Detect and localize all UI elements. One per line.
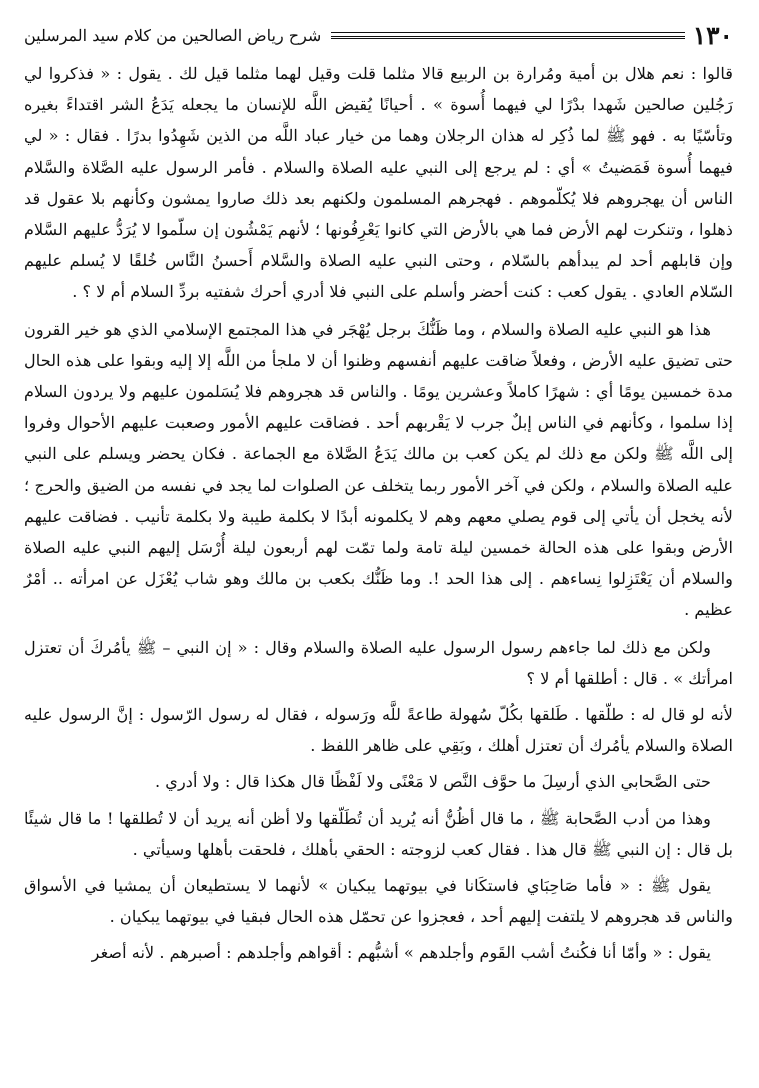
page-body (24, 58, 733, 969)
paragraph: قالوا : نعم هلال بن أمية ومُرارة بن الربيع قالا مثلما قلت وقيل لهما مثلما قيل لك . يقول : « فذكروا لي رَجُلين صالحين شَهدا بدْرًا لي فيهما أُسوة » . أحيانًا يُقيض اللَّه للإنسان ما يجعله يَدَعُ الشر اقتداءً بغيره وتأسّيًا به . فهو ﷺ لما ذُكِر له هذان الرجلان وهما من خيار عباد اللَّه من الذين شَهِدُوا بدرًا . فقال : « لي فيهما أُسوة فَمَضيتُ » أي : لم يرجع إلى النبي عليه الصلاة والسلام . فأمر الرسول عليه الصَّلاة والسَّلام الناس أن يهجروهم فلا يُكلّموهم . فهجرهم المسلمون ولكنهم بعد ذلك صاروا يمشون وكأنهم بلا عقول قد ذهلوا ، وتنكرت لهم الأرض فما هي بالأرض التي كانوا يَعْرِفُونها ؛ لأنهم يَمْشُون إن سلّموا لا يُرَدُّ عليهم السَّلام وإن قابلهم أحد لم يبدأهم بالسّلام ، وحتى النبي عليه الصلاة والسَّلام أَحسنُ النَّاس خُلقًا لا يُسلم عليهم السّلام العادي . يقول كعب : كنت أحضر وأسلم على النبي فلا أدري أحرك شفتيه بردِّ السلام أم لا ؟ . (24, 64, 733, 302)
paragraph: حتى الصَّحابي الذي أرسِلَ ما حوَّف النَّص لا مَعْنًى ولا لَفْظًا قال هكذا قال : ولا أدري . (155, 772, 711, 792)
page-number: ١٣٠ (692, 20, 733, 50)
paragraph: يقول : « وأمّا أنا فكُنتُ أشب القَوم وأجلدهم » أشبُّهم : أقواهم وأجلدهم : أصبرهم . لأنه أصغر (91, 943, 711, 963)
running-title: شرح رياض الصالحين من كلام سيد المرسلين (24, 25, 322, 45)
header-rule (331, 32, 684, 39)
paragraph: وهذا من أدب الصَّحابة ﷺ ، ما قال أظُنُّ أنه يُريد أن تُطَلّقها ولا أظن أنه يريد أن لا تُطلقها ! ما قال شيئًا بل قال : إن النبي ﷺ قال هذا . فقال كعب لزوجته : الحقي بأهلك ، فلحقت بأهلها وسيأتي . (24, 808, 733, 859)
paragraph: هذا هو النبي عليه الصلاة والسلام ، وما ظَنُّكَ برجل يُهْجَر في هذا المجتمع الإسلامي الذي هو خير القرون حتى تضيق عليه الأرض ، وفعلاً ضاقت عليهم أنفسهم وظنوا أن لا ملجأ من اللَّه إلا إليه وبقوا على هذه الحال مدة خمسين يومًا أي : شهرًا كاملاً وعشرين يومًا . والناس قد هجروهم فلا يُسَلمون عليهم ولا يردون السلام إذا سلموا ، وكأنهم في الناس إبلٌ جرب لا يَقْربهم أحد . فضاقت عليهم الأمور وصعبت عليهم الأحوال وفروا إلى اللَّه ﷺ ولكن مع ذلك لم يكن كعب بن مالك يَدَعُ الصَّلاة مع الجماعة . فكان يحضر ويسلم على النبي عليه الصلاة والسلام ، ولكن في آخر الأمور ربما يتخلف عن الصلوات لما يجد في نفسه من الضيق والحرج ؛ لأنه يخجل أن يأتي إلى قوم يصلي معهم وهم لا يكلمونه أبدًا لا بكلمة طيبة ولا بكلمة تأنيب . فضاقت عليهم الأرض وبقوا على هذه الحالة خمسين ليلة تامة ولما تمّت لهم أربعون ليلة أُرْسَل إليهم النبي عليه الصلاة والسلام أن يَعْتَزِلوا نِساءهم . إلى هذا الحد !. وما ظَنُّك بكعب بن مالك وهو شاب يُعْزَل عن امرأته .. أمْرٌ عظيم . (24, 319, 733, 620)
page-header (24, 18, 733, 52)
paragraph: ولكن مع ذلك لما جاءهم رسول الرسول عليه الصلاة والسلام وقال : « إن النبي – ﷺ يأمُركَ أن تعتزل امرأتك » . قال : أطلقها أم لا ؟ (24, 637, 733, 688)
paragraph: يقول ﷺ : « فأما صَاحِبَاي فاستكَانا في بيوتهما يبكيان » لأنهما لا يستطيعان أن يمشيا في الأسواق والناس قد هجروهم لا يلتفت إليهم أحد ، فعجزوا عن تحمّل هذه الحال فبقيا في بيوتهما يبكيان . (24, 876, 733, 927)
paragraph: لأنه لو قال له : طلّقها . طَلقها بكُلّ سُهولة طاعةً للَّه ورَسوله ، فقال له رسول الرّسول : إنَّ الرسول عليه الصلاة والسلام يأمُرك أن تعتزل أهلك ، وبَقِي على ظاهر اللفظ . (24, 705, 733, 756)
